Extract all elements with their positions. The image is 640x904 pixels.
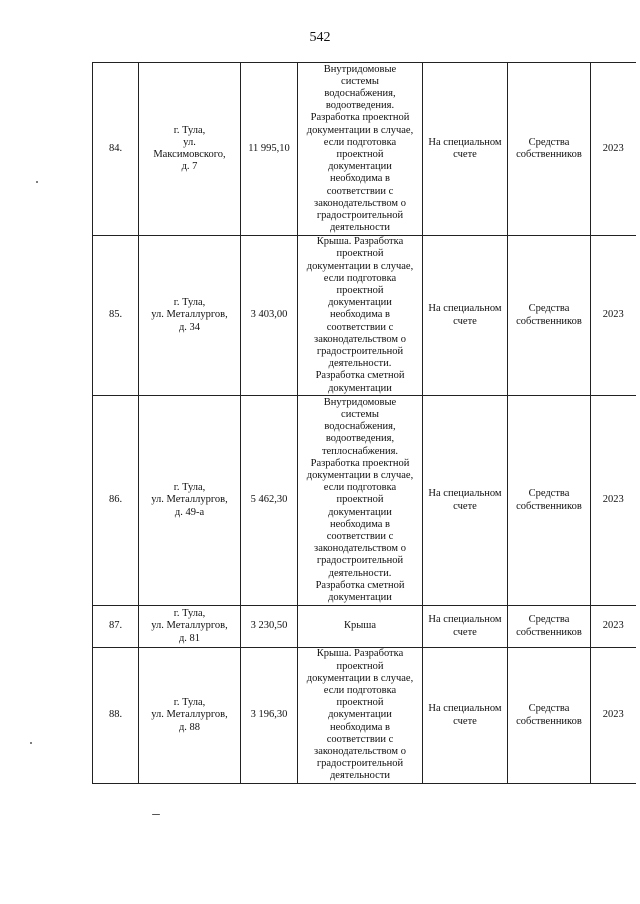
works-cell-line: Крыша. Разработка — [316, 236, 404, 248]
account-cell — [423, 63, 508, 236]
works-cell-line: градостроительной — [316, 758, 404, 770]
account-cell-line: На специальном — [428, 614, 502, 626]
scan-speck — [30, 742, 32, 744]
funding-source-cell-line: собственников — [516, 315, 582, 327]
works-cell-line: деятельности. — [328, 567, 392, 579]
works-cell-line: соответствии с — [326, 733, 394, 745]
works-cell-line: законодательством о — [314, 333, 406, 345]
works-cell — [298, 606, 423, 648]
table-row — [93, 606, 636, 648]
works-cell-line: градостроительной — [316, 346, 404, 357]
works-cell-line: документации в случае, — [306, 469, 414, 481]
works-cell-line: Внутридомовые — [323, 63, 397, 75]
year-cell: 2023 — [591, 236, 636, 396]
account-cell — [423, 648, 508, 784]
works-cell-line: соответствии с — [326, 321, 394, 333]
works-cell-line: Крыша — [343, 620, 377, 632]
works-cell-line: если подготовка — [323, 136, 397, 148]
address-cell — [139, 63, 241, 236]
row-number: 86. — [93, 396, 139, 606]
works-cell-line: проектной — [336, 494, 384, 506]
funding-source-cell — [508, 396, 591, 606]
account-cell — [423, 236, 508, 396]
works-cell-line: необходима в — [329, 518, 391, 530]
year-cell: 2023 — [591, 606, 636, 648]
table-row — [93, 236, 636, 396]
works-cell-line: законодательством о — [314, 543, 406, 555]
funding-source-cell — [508, 236, 591, 396]
works-cell-line: деятельности. — [328, 358, 392, 370]
works-cell-line: проектной — [336, 660, 384, 672]
address-cell — [139, 606, 241, 648]
works-cell-line: Крыша. Разработка — [316, 648, 404, 660]
funding-source-cell-line: собственников — [516, 500, 582, 512]
account-cell-line: На специальном — [428, 703, 502, 715]
works-cell-line: водоотведения, — [325, 433, 395, 445]
table-row — [93, 648, 636, 784]
table-row — [93, 63, 636, 236]
works-cell-line: законодательством о — [314, 746, 406, 757]
works-cell-line: водоснабжения, — [324, 87, 396, 99]
address-cell-line: г. Тула, — [173, 297, 206, 309]
works-cell-line: проектной — [336, 248, 384, 260]
works-cell-line: документации — [328, 297, 392, 309]
works-cell-line: водоснабжения, — [324, 421, 396, 433]
scan-speck — [152, 814, 160, 815]
address-cell-line: д. 34 — [178, 321, 201, 333]
address-cell — [139, 236, 241, 396]
area-cell: 3 403,00 — [241, 236, 298, 396]
funding-source-cell-line: Средства — [528, 488, 570, 500]
works-cell-line: Разработка проектной — [310, 457, 410, 469]
works-cell-line: теплоснабжения. — [321, 445, 399, 457]
works-cell-line: документации — [328, 592, 392, 604]
table-row — [93, 396, 636, 606]
works-cell-line: системы — [341, 75, 379, 87]
account-cell-line: счете — [453, 500, 477, 512]
works-cell-line: градостроительной — [316, 210, 404, 222]
address-cell-line: д. 81 — [178, 632, 201, 644]
account-cell-line: На специальном — [428, 488, 502, 500]
funding-source-cell — [508, 606, 591, 648]
area-cell: 3 230,50 — [241, 606, 298, 648]
row-number: 84. — [93, 63, 139, 236]
works-cell-line: документации — [328, 382, 392, 394]
address-cell-line: ул. Металлургов, — [151, 494, 228, 506]
account-cell-line: На специальном — [428, 303, 502, 315]
address-cell-line: Максимовского, — [153, 149, 226, 160]
works-cell-line: проектной — [336, 697, 384, 709]
account-cell-line: На специальном — [428, 136, 502, 148]
area-cell: 5 462,30 — [241, 396, 298, 606]
funding-source-cell-line: Средства — [528, 614, 570, 626]
capital-repair-table — [92, 62, 636, 784]
works-cell-line: деятельности — [329, 222, 391, 234]
works-cell — [298, 648, 423, 784]
year-cell: 2023 — [591, 648, 636, 784]
row-number: 88. — [93, 648, 139, 784]
account-cell-line: счете — [453, 626, 477, 638]
address-cell-line: ул. Металлургов, — [151, 709, 228, 721]
address-cell — [139, 648, 241, 784]
works-cell-line: системы — [341, 408, 379, 420]
works-cell-line: документации — [328, 506, 392, 518]
address-cell-line: д. 88 — [178, 721, 201, 733]
works-cell-line: Разработка проектной — [310, 112, 410, 124]
funding-source-cell — [508, 63, 591, 236]
works-cell-line: деятельности — [329, 770, 391, 782]
year-cell: 2023 — [591, 63, 636, 236]
works-cell-line: проектной — [336, 284, 384, 296]
works-cell-line: Разработка сметной — [315, 370, 405, 382]
funding-source-cell — [508, 648, 591, 784]
works-cell-line: документации в случае, — [306, 672, 414, 684]
account-cell-line: счете — [453, 715, 477, 727]
works-cell — [298, 396, 423, 606]
works-cell-line: законодательством о — [314, 197, 406, 209]
funding-source-cell-line: собственников — [516, 149, 582, 160]
address-cell — [139, 396, 241, 606]
account-cell — [423, 396, 508, 606]
works-cell-line: проектной — [336, 149, 384, 160]
table-body — [93, 63, 636, 784]
works-cell-line: если подготовка — [323, 272, 397, 284]
works-cell-line: водоотведения. — [325, 100, 395, 112]
address-cell-line: г. Тула, — [173, 608, 206, 620]
area-cell: 3 196,30 — [241, 648, 298, 784]
row-number: 85. — [93, 236, 139, 396]
address-cell-line: г. Тула, — [173, 697, 206, 709]
works-cell-line: документации — [328, 709, 392, 721]
funding-source-cell-line: собственников — [516, 626, 582, 638]
address-cell-line: ул. Металлургов, — [151, 309, 228, 321]
account-cell — [423, 606, 508, 648]
account-cell-line: счете — [453, 315, 477, 327]
works-cell-line: Разработка сметной — [315, 579, 405, 591]
works-cell-line: документации в случае, — [306, 124, 414, 136]
funding-source-cell-line: Средства — [528, 703, 570, 715]
address-cell-line: д. 7 — [181, 161, 198, 173]
row-number: 87. — [93, 606, 139, 648]
works-cell — [298, 63, 423, 236]
works-cell-line: соответствии с — [326, 185, 394, 197]
funding-source-cell-line: Средства — [528, 303, 570, 315]
address-cell-line: ул. — [183, 136, 196, 148]
address-cell-line: ул. Металлургов, — [151, 620, 228, 632]
page-number: 542 — [309, 30, 331, 45]
funding-source-cell-line: собственников — [516, 715, 582, 727]
works-cell-line: документации в случае, — [306, 260, 414, 272]
area-cell: 11 995,10 — [241, 63, 298, 236]
account-cell-line: счете — [453, 149, 477, 160]
address-cell-line: д. 49-а — [174, 506, 205, 518]
works-cell-line: необходима в — [329, 721, 391, 733]
works-cell — [298, 236, 423, 396]
year-cell: 2023 — [591, 396, 636, 606]
works-cell-line: соответствии с — [326, 531, 394, 542]
works-cell-line: необходима в — [329, 173, 391, 185]
works-cell-line: необходима в — [329, 309, 391, 321]
funding-source-cell-line: Средства — [528, 136, 570, 148]
works-cell-line: Внутридомовые — [323, 396, 397, 408]
works-cell-line: документации — [328, 161, 392, 173]
works-cell-line: если подготовка — [323, 482, 397, 494]
scan-speck — [36, 181, 38, 183]
works-cell-line: если подготовка — [323, 684, 397, 696]
address-cell-line: г. Тула, — [173, 124, 206, 136]
works-cell-line: градостроительной — [316, 555, 404, 567]
address-cell-line: г. Тула, — [173, 482, 206, 494]
